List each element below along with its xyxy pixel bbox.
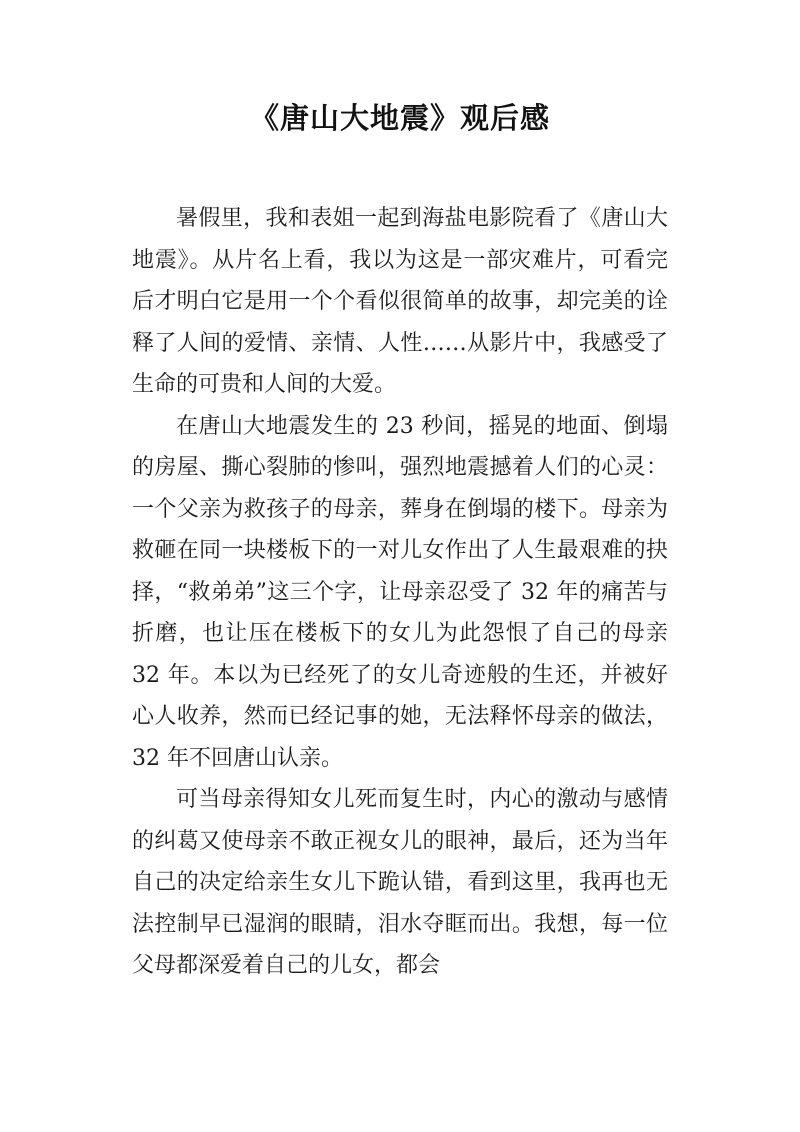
paragraph-3: 可当母亲得知女儿死而复生时，内心的激动与感情的纠葛又使母亲不敢正视女儿的眼神，最后，还为当年自己的决定给亲生女儿下跪认错，看到这里，我再也无法控制早已湿润的眼睛，泪水夺眶而出。我想，每一位父母都深爱着自己的儿女，都会: [132, 787, 668, 978]
paragraph-2: 在唐山大地震发生的 23 秒间，摇晃的地面、倒塌的房屋、撕心裂肺的惨叫，强烈地震撼着人们的心灵：一个父亲为救孩子的母亲，葬身在倒塌的楼下。母亲为救砸在同一块楼板下的一对儿女作出了人生最艰难的抉择，“救弟弟”这三个字，让母亲忍受了 32 年的痛苦与折磨，也让压在楼板下的女儿为此怨恨了自己的母亲 32 年。本以为已经死了的女儿奇迹般的生还，并被好心人收养，然而已经记事的她，无法释怀母亲的做法，32 年不回唐山认亲。: [132, 413, 668, 771]
document-title: 《唐山大地震》观后感: [249, 101, 550, 135]
paragraph-1: 暑假里，我和表姐一起到海盐电影院看了《唐山大地震》。从片名上看，我以为这是一部灾难片，可看完后才明白它是用一个个看似很简单的故事，却完美的诠释了人间的爱情、亲情、人性……从影片中，我感受了生命的可贵和人间的大爱。: [132, 206, 668, 397]
document-body: [132, 198, 668, 987]
